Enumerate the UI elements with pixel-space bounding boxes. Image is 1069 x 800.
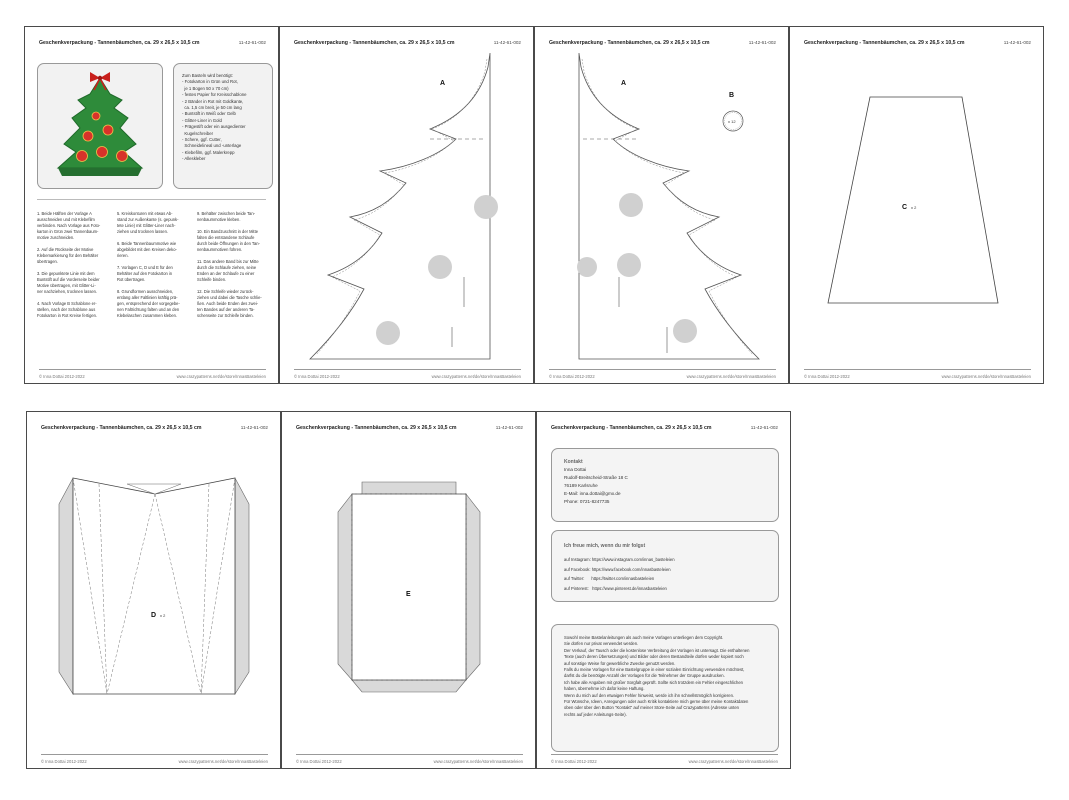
copyright: © Inna Dottai 2012-2022 [551,759,597,764]
page-footer [549,369,776,379]
product-photo [37,63,163,189]
page-template-e [281,411,536,769]
store-url: www.crazypatterns.net/de/store/InnasBasteleien [178,759,268,764]
legal-text: Sowohl meine Bastelanleitungen als auch meine Vorlagen unterliegen dem Copyright. Sie dürfen nur privat verwendet werden. Der Verkauf, der Tausch oder die kostenlose Verbreitung der Vorlagen ist untersagt. Die enthaltenen Texte (auch deren Übersetzungen) und Bilder oder deren Bestandteile dürfen weder kopiert noch auf sonstige Weise für gewerbliche Zwecke genutzt werden. Falls du meine Vorlagen für eine Bastelgruppe in einer sozialen Einrichtung verwenden möchtest, darfst du die benötigte Anzahl der Vorlagen für die Teilnehmer der Gruppe ausdrucken. Ich habe alle Angaben mit großer Sorgfalt geprüft. Sollte sich trotzdem ein Fehler eingeschlichen haben, übernehme ich dafür keine Haftung. Wenn du mich auf den etwaigen Fehler hinweist, werde ich ihn schnellstmöglich korrigieren. Für Wünsche, Ideen, Anregungen oder auch Kritik kontaktiere mich gerne über meine Kontaktdaten oben oder über den Button "Kontakt" auf meiner Store-Seite auf Crazypatterns (Adresse unten rechts auf jeder Anleitungs-Seite). [564,635,750,717]
page-title: Geschenkverpackung - Tannenbäumchen, ca. 29 x 26,5 x 10,5 cm [39,40,200,46]
contact-box [551,448,779,522]
fold-flap-icon [59,478,73,694]
article-code: 11-42-61-002 [238,40,266,45]
template-d-drawing [27,412,281,769]
page-title: Geschenkverpackung - Tannenbäumchen, ca. 29 x 26,5 x 10,5 cm [41,425,202,431]
page-header [551,425,778,435]
ornament-circle-icon [673,319,697,343]
store-url: www.crazypatterns.net/de/store/InnasBasteleien [431,374,521,379]
contact-city: 76189 Karlsruhe [564,483,598,488]
page-title: Geschenkverpackung - Tannenbäumchen, ca. 29 x 26,5 x 10,5 cm [804,40,965,46]
instructions-col-1: 1. Beide Hälften der Vorlage A ausschneiden und mit Klebefilm verbinden. Nach Vorlage aus Foto- karton in Grün zwei Tannenbaum- motive zuschneiden. 2. Auf die Rückseite der Motive Klebemarkierung für den Behälter übertragen. 3. Die gepunktete Linie mit dem Buntstift auf die Vorderseite beider Motive übertragen, mit Glitter-Li- ner nachziehen, trocknen lassen. 4. Nach Vorlage B Schablone er- stellen, nach der Schablone aus Fotokarton in Rot Kreise fertigen. [37,211,101,318]
fold-flap-icon [362,482,456,494]
page-title: Geschenkverpackung - Tannenbäumchen, ca. 29 x 26,5 x 10,5 cm [549,40,710,46]
ornament-circle-icon [619,193,643,217]
store-url: www.crazypatterns.net/de/store/InnasBasteleien [176,374,266,379]
page-instructions [24,26,279,384]
store-url: www.crazypatterns.net/de/store/InnasBasteleien [433,759,523,764]
label-e: E [406,591,411,598]
label-c: C [902,204,908,211]
article-code: 11-42-61-002 [240,425,268,430]
store-url: www.crazypatterns.net/de/store/InnasBasteleien [941,374,1031,379]
social-box [551,530,779,602]
article-code: 11-42-61-002 [750,425,778,430]
template-a-left-drawing [280,27,534,384]
page-footer [551,754,778,764]
label-a: A [621,80,627,87]
copyright: © Inna Dottai 2012-2022 [294,374,340,379]
page-footer [296,754,523,764]
copyright: © Inna Dottai 2012-2022 [549,374,595,379]
contact-name: Inna Dottai [564,467,587,472]
template-a-right-drawing [535,27,789,384]
page-header [39,40,266,50]
ornament-circle-icon [474,195,498,219]
article-code: 11-42-61-002 [748,40,776,45]
copyright: © Inna Dottai 2012-2022 [41,759,87,764]
contact-heading: Kontakt [564,459,583,465]
page-footer [39,369,266,379]
label-d-count: x 2 [160,613,166,618]
ornament-circle-icon [577,257,597,277]
page-template-a-left [279,26,534,384]
copyright: © Inna Dottai 2012-2022 [804,374,850,379]
page-template-c [789,26,1044,384]
fold-flap-icon [235,478,249,694]
legal-box [551,624,779,752]
page-template-a-right [534,26,789,384]
contact-email[interactable]: E-Mail: inna.dottai@gmx.de [564,491,621,496]
contact-phone: Phone: 0721-8247735 [564,499,610,504]
fold-flap-icon [338,494,352,680]
article-code: 11-42-61-002 [493,40,521,45]
template-e-drawing [282,412,536,769]
label-b-count: x 12 [728,119,736,124]
materials-list: Zum Basteln wird benötigt: - Fotokarton in Grün und Rot, je 1 Bogen 50 x 70 cm) - festes Papier für Kreisschablone - 2 Bänder in Rot mit Goldkante, ca. 1,5 cm breit, je 50 cm lang - Buntstift in Weiß oder Gelb - Glitter-Liner in Gold - Prägestift oder ein ausgedienter Kugelschreiber - Schere, ggf. Cutter, Schneidelineal und -unterlage - Klebefilm, ggf. Malerkrepp - Alleskleber [182,73,247,162]
copyright: © Inna Dottai 2012-2022 [39,374,85,379]
instructions-col-3: 9. Behälter zwischen beide Tan- nenbaummotive kleben. 10. Ein Bandzuschnitt in der Mitte falten die entstandene Schlaufe durch beide Öffnungen in den Tan- nenbaummotiven führen. 11. Das andere Band bis zur Mitte durch die Schlaufe ziehen, seine Enden an der Schlaufe zu einer Schleife binden. 12. Die Schleife wieder zurück- ziehen und dabei die Tasche schlie- ßen. Auch beide Enden des zwei- ten Bandes auf der anderen Ta- schenseite zur Schleife binden. [197,211,262,318]
page-contact [536,411,791,769]
page-footer [804,369,1031,379]
label-a: A [440,80,446,87]
contact-street: Rudolf-Breitscheid-Straße 18 C [564,475,628,480]
store-url: www.crazypatterns.net/de/store/InnasBasteleien [688,759,778,764]
divider [37,199,266,200]
page-title: Geschenkverpackung - Tannenbäumchen, ca. 29 x 26,5 x 10,5 cm [296,425,457,431]
label-d: D [151,612,157,619]
fold-flap-icon [352,680,466,692]
store-url: www.crazypatterns.net/de/store/InnasBasteleien [686,374,776,379]
copyright: © Inna Dottai 2012-2022 [296,759,342,764]
template-c-shape [828,97,998,303]
article-code: 11-42-61-002 [1003,40,1031,45]
page-footer [41,754,268,764]
page-footer [294,369,521,379]
ornament-circle-icon [376,321,400,345]
ornament-circle-icon [428,255,452,279]
template-c-drawing [790,27,1044,384]
fold-flap-icon [466,494,480,680]
page-title: Geschenkverpackung - Tannenbäumchen, ca. 29 x 26,5 x 10,5 cm [294,40,455,46]
page-template-d [26,411,281,769]
article-code: 11-42-61-002 [495,425,523,430]
page-title: Geschenkverpackung - Tannenbäumchen, ca. 29 x 26,5 x 10,5 cm [551,425,712,431]
instructions-col-2: 5. Kreiskonturen mit etwas Ab- stand zur Außenkante (s. gepunk- tete Linie) mit Glitter-Liner nach- ziehen und trocknen lassen. 6. Beide Tannenbaummotive wie abgebildet mit den Kreisen deko- rieren. 7. Vorlagen C, D und E für den Behälter auf den Fotokarton in Rot übertragen. 8. Grundformen ausschneiden, entlang aller Faltlinien kräftig prä- gen, entsprechend der vorgegebe- nen Faltrichtung falten und an den Klebelaschen zusammen kleben. [117,211,180,318]
label-b: B [729,92,735,99]
ornament-circle-icon [617,253,641,277]
social-links[interactable]: auf Instagram: https://www.instagram.com/innas_basteleien auf Facebook: https://www.facebook.com/innasbasteleien auf Twitter: https://twitter.com/innasbasteleien auf Pinterest: https://www.pinterest.de/innasbasteleien [564,557,675,591]
social-heading: Ich freue mich, wenn du mir folgst [564,543,646,549]
label-c-count: x 2 [911,205,917,210]
tree-photo-icon [38,64,162,188]
